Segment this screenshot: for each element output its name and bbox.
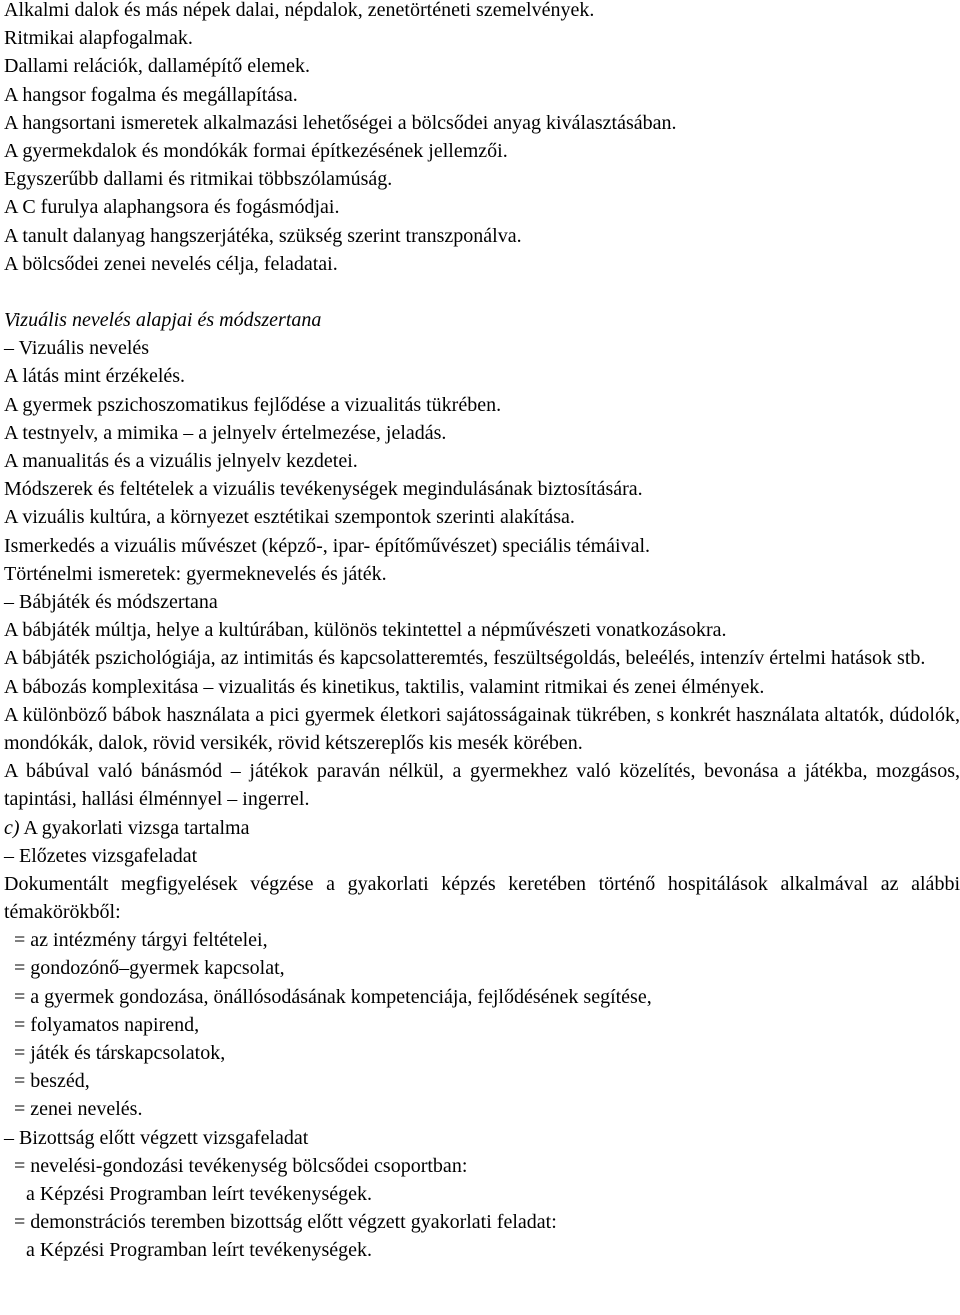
visual-topic-8: Történelmi ismeretek: gyermeknevelés és játék. bbox=[4, 562, 387, 585]
puppetry-topic-3: A bábozás komplexitása – vizualitás és kinetikus, taktilis, valamint ritmikai és zenei élmények. bbox=[4, 675, 765, 698]
music-topic-5: A hangsortani ismeretek alkalmazási lehetőségei a bölcsődei anyag kiválasztásában. bbox=[4, 111, 677, 134]
visual-topic-7: Ismerkedés a vizuális művészet (képző-, ipar- építőművészet) speciális témáival. bbox=[4, 534, 651, 557]
music-topic-6: A gyermekdalok és mondókák formai építkezésének jellemzői. bbox=[4, 139, 508, 162]
music-topic-2: Ritmikai alapfogalmak. bbox=[4, 27, 193, 50]
committee-item-1-detail: a Képzési Programban leírt tevékenységek. bbox=[26, 1182, 372, 1205]
document-page bbox=[4, 0, 960, 1265]
visual-topic-5: Módszerek és feltételek a vizuális tevékenységek megindulásának biztosítására. bbox=[4, 478, 643, 501]
music-topic-9: A tanult dalanyag hangszerjátéka, szükség szerint transzponálva. bbox=[4, 224, 522, 247]
committee-item-1: = nevelési-gondozási tevékenység bölcsődei csoportban: bbox=[14, 1154, 468, 1177]
visual-topic-1: A látás mint érzékelés. bbox=[4, 365, 186, 388]
music-topic-8: A C furulya alaphangsora és fogásmódjai. bbox=[4, 196, 340, 219]
visual-topic-3: A testnyelv, a mimika – a jelnyelv értelmezése, jeladás. bbox=[4, 421, 447, 444]
practical-exam-heading bbox=[4, 814, 960, 842]
music-topic-1: Alkalmi dalok és más népek dalai, népdalok, zenetörténeti szemelvények. bbox=[4, 0, 595, 21]
music-topic-10: A bölcsődei zenei nevelés célja, feladatai. bbox=[4, 252, 338, 275]
practical-exam-title: A gyakorlati vizsga tartalma bbox=[19, 816, 250, 839]
preliminary-item-4: = folyamatos napirend, bbox=[14, 1013, 200, 1036]
puppetry-topic-2: A bábjáték pszichológiája, az intimitás és kapcsolatteremtés, feszültségoldás, beleélés, intenzív értelmi hatások stb. bbox=[4, 647, 926, 670]
visual-topic-6: A vizuális kultúra, a környezet esztétikai szempontok szerinti alakítása. bbox=[4, 506, 575, 529]
visual-topic-4: A manualitás és a vizuális jelnyelv kezdetei. bbox=[4, 450, 358, 472]
puppetry-topic-1: A bábjáték múltja, helye a kultúrában, különös tekintettel a népművészeti vonatkozásokra. bbox=[4, 619, 727, 642]
puppetry-topic-5: A bábúval való bánásmód – játékok paraván nélkül, a gyermekhez való közelítés, bevonása a játékba, mozgásos, tapintási, hallási élménnyel – ingerrel. bbox=[4, 760, 960, 811]
preliminary-item-6: = beszéd, bbox=[14, 1070, 90, 1093]
puppetry-subheading: – Bábjáték és módszertana bbox=[4, 590, 218, 613]
music-topic-7: Egyszerűbb dallami és ritmikai többszólamúság. bbox=[4, 168, 393, 191]
preliminary-item-5: = játék és társkapcsolatok, bbox=[14, 1042, 226, 1065]
visual-subheading: – Vizuális nevelés bbox=[4, 337, 150, 360]
committee-item-2: = demonstrációs teremben bizottság előtt végzett gyakorlati feladat: bbox=[14, 1211, 557, 1234]
preliminary-item-1: = az intézmény tárgyi feltételei, bbox=[14, 929, 268, 952]
preliminary-intro: Dokumentált megfigyelések végzése a gyakorlati képzés keretében történő hospitálások alkalmával az alábbi témakörökből: bbox=[4, 872, 960, 924]
preliminary-subheading: – Előzetes vizsgafeladat bbox=[4, 844, 198, 867]
music-topic-4: A hangsor fogalma és megállapítása. bbox=[4, 83, 298, 106]
music-topic-3: Dallami relációk, dallamépítő elemek. bbox=[4, 55, 310, 78]
committee-subheading: – Bizottság előtt végzett vizsgafeladat bbox=[4, 1126, 309, 1149]
section-spacer bbox=[4, 278, 960, 306]
visual-topic-2: A gyermek pszichoszomatikus fejlődése a vizualitás tükrében. bbox=[4, 393, 502, 416]
preliminary-item-7: = zenei nevelés. bbox=[14, 1098, 143, 1121]
preliminary-item-2: = gondozónő–gyermek kapcsolat, bbox=[14, 957, 285, 980]
preliminary-item-3: = a gyermek gondozása, önállósodásának kompetenciája, fejlődésének segítése, bbox=[14, 985, 652, 1008]
committee-item-2-detail: a Képzési Programban leírt tevékenységek. bbox=[26, 1239, 372, 1262]
visual-section-heading: Vizuális nevelés alapjai és módszertana bbox=[4, 309, 322, 332]
puppetry-topic-4: A különböző bábok használata a pici gyermek életkori sajátosságainak tükrében, s konkrét használata altatók, dúdolók, mondókák, dalok, rövid versikék, rövid kétszereplős kis mesék körében. bbox=[4, 703, 960, 754]
practical-exam-label: c) bbox=[4, 816, 20, 839]
